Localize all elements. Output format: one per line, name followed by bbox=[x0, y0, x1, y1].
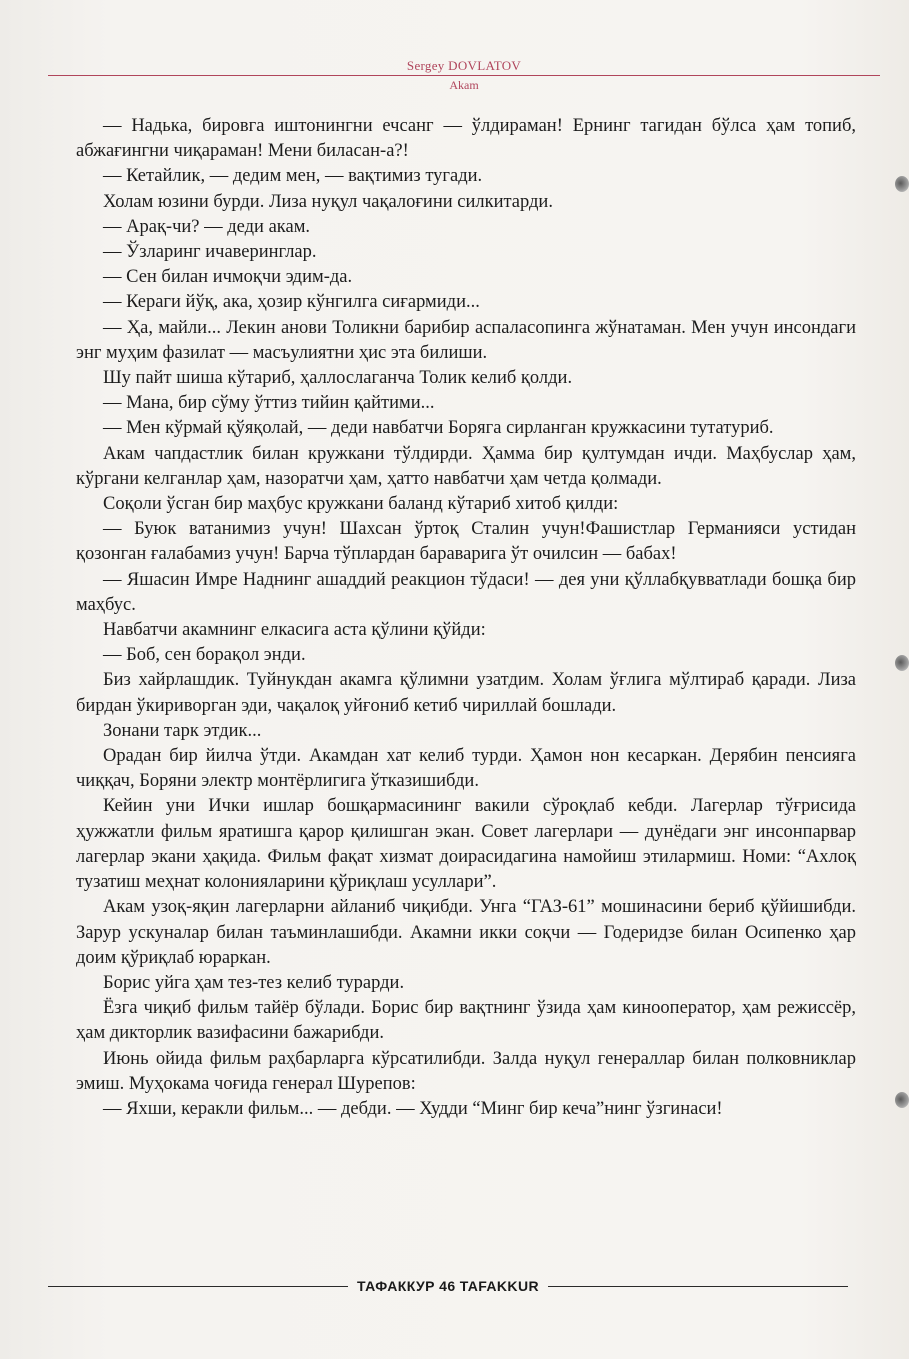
paragraph: Соқоли ўсган бир маҳбус кружкани баланд кўтариб хитоб қилди: bbox=[103, 494, 619, 515]
header-rule bbox=[48, 75, 880, 76]
paragraph: Кейин уни Ички ишлар бошқармасининг вакили сўроқлаб кебди. Лагерлар тўғрисида ҳужжатли фильм яратишга қарор қилишган экан. Совет лагерлари — дунёдаги энг инсонпарвар лагерлар экани ҳақида. Фильм фақат хизмат доирасидагина намойиш этилармиш. Номи: “Ахлоқ тузатиш меҳнат колонияларини қўриқлаш усуллари”. bbox=[76, 796, 856, 893]
paragraph: Зонани тарк этдик... bbox=[103, 720, 262, 741]
paragraph: Орадан бир йилча ўтди. Акамдан хат келиб турди. Ҳамон нон кесаркан. Дерябин пенсияга чиққач, Боряни электр монтёрлигига ўтказишибди. bbox=[76, 746, 856, 792]
paragraph: Холам юзини бурди. Лиза нуқул чақалоғини силкитарди. bbox=[103, 191, 553, 212]
running-header bbox=[48, 58, 880, 92]
paragraph: — Яхши, керакли фильм... — дебди. — Худди “Минг бир кеча”нинг ўзгинаси! bbox=[103, 1098, 723, 1119]
binder-hole bbox=[895, 176, 909, 192]
paragraph: — Буюк ватанимиз учун! Шахсан ўртоқ Сталин учун!Фашистлар Германияси устидан қозонган ғалабамиз учун! Барча тўплардан бараварига ўт очилсин — бабах! bbox=[76, 519, 856, 565]
paragraph: — Надька, бировга иштонингни ечсанг — ўлдираман! Ернинг тагидан бўлса ҳам топиб, абжағингни чиқараман! Мени биласан-а?! bbox=[76, 116, 856, 162]
paragraph: — Кетайлик, — дедим мен, — вақтимиз тугади. bbox=[103, 166, 483, 187]
binder-hole bbox=[895, 655, 909, 671]
paragraph: Навбатчи акамнинг елкасига аста қўлини қўйди: bbox=[103, 620, 486, 641]
page-footer bbox=[48, 1276, 848, 1296]
paragraph: — Ўзларинг ичаверинглар. bbox=[103, 242, 317, 263]
paragraph: Акам чапдастлик билан кружкани тўлдирди. Ҳамма бир қултумдан ичди. Маҳбуслар ҳам, кўргани келганлар ҳам, назоратчи ҳам, ҳатто навбатчи ҳам четда қолмади. bbox=[76, 443, 856, 489]
binder-hole bbox=[895, 1092, 909, 1108]
footer-rule-right bbox=[548, 1286, 848, 1287]
paragraph: — Мен кўрмай қўяқолай, — деди навбатчи Боряга сирланган кружкасини тутатуриб. bbox=[103, 418, 774, 439]
paragraph: — Ҳа, майли... Лекин анови Толикни барибир аспаласопинга жўнатаман. Мен учун инсондаги энг муҳим фазилат — масъулиятни ҳис эта билиши. bbox=[76, 317, 856, 363]
paragraph: — Сен билан ичмоқчи эдим-да. bbox=[103, 267, 353, 288]
footer-rule-left bbox=[48, 1286, 348, 1287]
paragraph: — Мана, бир сўму ўттиз тийин қайтими... bbox=[103, 393, 435, 414]
paragraph: Шу пайт шиша кўтариб, ҳаллослаганча Толик келиб қолди. bbox=[103, 368, 573, 389]
header-title: Akam bbox=[449, 78, 479, 92]
article-body bbox=[76, 114, 856, 1122]
header-author: Sergey DOVLATOV bbox=[406, 58, 522, 73]
paragraph: — Арақ-чи? — деди акам. bbox=[103, 216, 311, 237]
paragraph: — Яшасин Имре Наднинг ашаддий реакцион тўдаси! — дея уни қўллабқувватлади бошқа бир маҳбус. bbox=[76, 569, 856, 615]
paragraph: Борис уйга ҳам тез-тез келиб турарди. bbox=[103, 972, 405, 993]
footer-page-label: ТАФАККУР 46 TAFAKKUR bbox=[357, 1278, 539, 1294]
paragraph: Июнь ойида фильм раҳбарларга кўрсатилибди. Залда нуқул генераллар билан полковниклар эмиш. Муҳокама чоғида генерал Шурепов: bbox=[76, 1048, 856, 1094]
paragraph: — Боб, сен борақол энди. bbox=[103, 645, 306, 666]
paragraph: Биз хайрлашдик. Туйнукдан акамга қўлимни узатдим. Холам ўғлига мўлтираб қаради. Лиза бирдан ўкириворган эди, чақалоқ уйғониб кетиб чириллай бошлади. bbox=[76, 670, 856, 716]
paragraph: Ёзга чиқиб фильм тайёр бўлади. Борис бир вақтнинг ўзида ҳам кинооператор, ҳам режиссёр, ҳам дикторлик вазифасини бажарибди. bbox=[76, 998, 856, 1044]
paragraph: Акам узоқ-яқин лагерларни айланиб чиқибди. Унга “ГАЗ-61” мошинасини бериб қўйишибди. Зарур ускуналар билан таъминлашибди. Акамни икки соқчи — Годеридзе билан Осипенко ҳар доим қўриқлаб юраркан. bbox=[76, 897, 856, 968]
paragraph: — Кераги йўқ, ака, ҳозир кўнгилга сиғармиди... bbox=[103, 292, 480, 313]
